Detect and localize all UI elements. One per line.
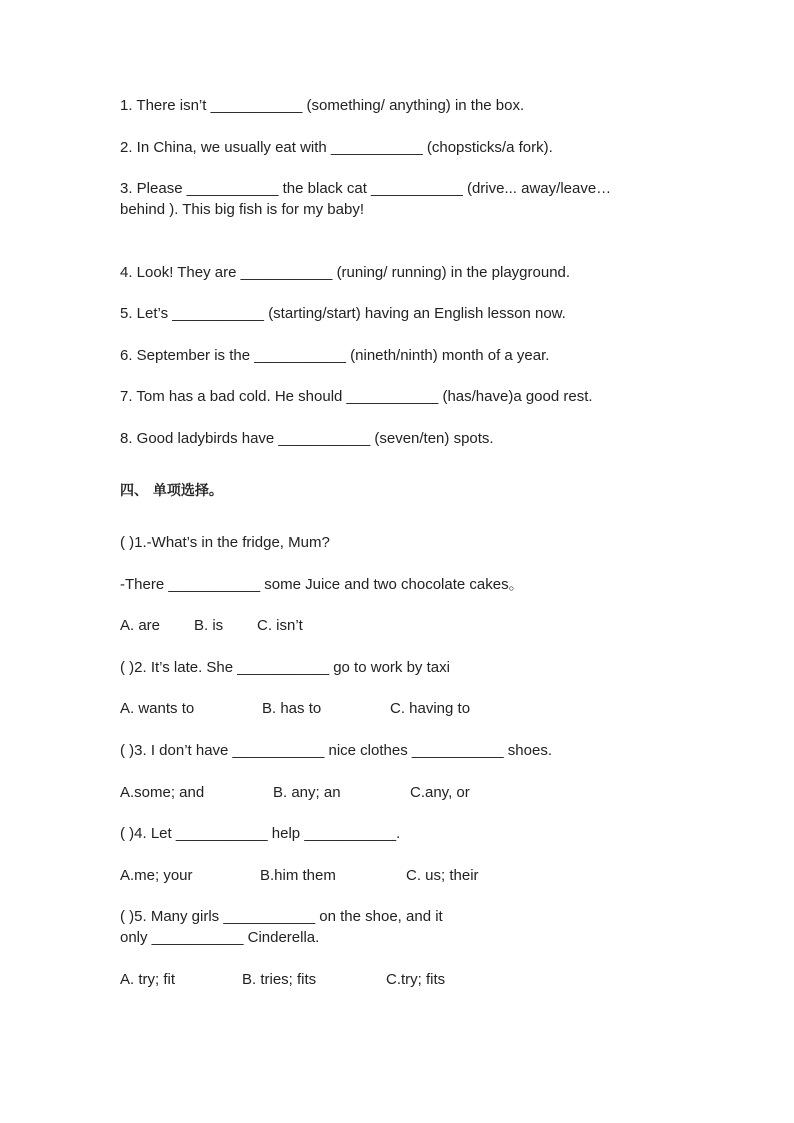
mc-question-2-options [120,699,470,719]
option-a: A. try; fit [120,971,176,988]
fill-in-question-4: 4. Look! They are ___________ (runing/ running) in the playground. [120,264,571,281]
fill-in-question-2: 2. In China, we usually eat with ___________ (chopsticks/a fork). [120,139,553,156]
mc-question-4: ( )4. Let ___________ help ___________. [120,825,401,842]
option-b: B. is [194,617,224,634]
fill-in-question-3-line-2: behind ). This big fish is for my baby! [120,201,364,218]
mc-question-5-line-1: ( )5. Many girls ___________ on the shoe, and it [120,908,443,925]
fill-in-question-6: 6. September is the ___________ (nineth/ninth) month of a year. [120,347,550,364]
section-heading: 四、 单项选择。 [120,483,223,499]
mc-question-5-options [120,970,445,990]
fill-in-question-5: 5. Let’s ___________ (starting/start) having an English lesson now. [120,305,566,322]
option-b: B. any; an [273,784,341,801]
option-b: B. tries; fits [242,971,317,988]
option-c: C. isn’t [257,617,303,634]
fill-in-question-3-line-1: 3. Please ___________ the black cat ___________ (drive... away/leave… [120,180,612,197]
fill-in-question-1: 1. There isn’t ___________ (something/ anything) in the box. [120,97,525,114]
fill-in-question-8: 8. Good ladybirds have ___________ (seven/ten) spots. [120,430,494,447]
mc-question-1-line-2: -There ___________ some Juice and two chocolate cakes。 [120,576,524,593]
option-b: B.him them [260,867,336,884]
option-a: A.some; and [120,784,205,801]
mc-question-5-line-2: only ___________ Cinderella. [120,929,320,946]
option-a: A. are [120,617,161,634]
option-b: B. has to [262,700,322,717]
mc-question-1-options [120,616,303,636]
mc-question-3: ( )3. I don’t have ___________ nice clothes ___________ shoes. [120,742,552,759]
mc-question-3-options [120,783,470,803]
option-a: A.me; your [120,867,193,884]
option-a: A. wants to [120,700,195,717]
option-c: C. us; their [406,867,479,884]
option-c: C.try; fits [386,971,446,988]
option-c: C. having to [390,700,471,717]
fill-in-question-7: 7. Tom has a bad cold. He should ___________ (has/have)a good rest. [120,388,593,405]
mc-question-4-options [120,866,479,886]
mc-question-1-line-1: ( )1.-What’s in the fridge, Mum? [120,534,330,551]
option-c: C.any, or [410,784,470,801]
mc-question-2: ( )2. It’s late. She ___________ go to work by taxi [120,659,450,676]
